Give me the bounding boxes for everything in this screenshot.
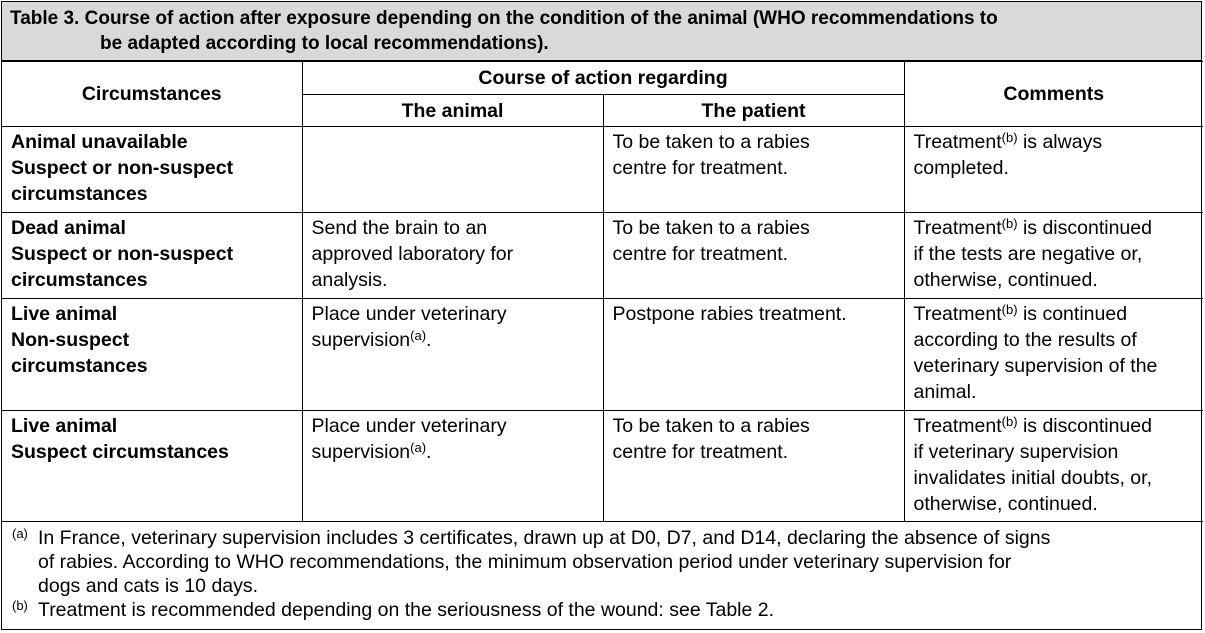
header-the-patient: The patient <box>603 95 904 127</box>
cell-patient: To be taken to a rabies centre for treatment. <box>603 411 904 522</box>
cell-animal: Place under veterinary supervision$^{(a)}$. <box>302 411 603 522</box>
table-frame <box>1 1 1202 630</box>
header-course-of-action: Course of action regarding <box>302 62 904 95</box>
cell-animal: Place under veterinary supervision$^{(a)}$. <box>302 299 603 411</box>
cell-comments: Treatment$^{(b)}$ is discontinued if the tests are negative or, otherwise, continued. <box>904 213 1203 299</box>
cell-animal: Send the brain to an approved laboratory for analysis. <box>302 213 603 299</box>
footnote-b: $^{(b)}$ Treatment is recommended depending on the seriousness of the wound: see Table 2. <box>12 598 775 621</box>
title-line-2: be adapted according to local recommendations). <box>100 33 549 54</box>
cell-circumstances: Live animal Suspect circumstances <box>2 411 302 522</box>
table-title <box>2 2 1201 61</box>
footnote-a-mark: (a) <box>12 526 28 541</box>
cell-patient: To be taken to a rabies centre for treatment. <box>603 127 904 213</box>
cell-patient: Postpone rabies treatment. <box>603 299 904 411</box>
title-line-1: Table 3. Course of action after exposure depending on the condition of the animal (WHO recommendations to <box>10 8 998 29</box>
cell-animal <box>302 127 603 213</box>
header-circumstances: Circumstances <box>2 62 302 127</box>
table-row <box>2 127 1203 213</box>
footnote-a: $^{(a)}$ In France, veterinary supervision includes 3 certificates, drawn up at D0, D7, and D14, declaring the absence of signs of rabies. According to WHO recommendations, the minimum observation period under veterinary supervision for dogs and cats is 10 days. <box>12 526 1051 597</box>
cell-comments: Treatment$^{(b)}$ is always completed. <box>904 127 1203 213</box>
footnotes <box>2 522 1201 622</box>
cell-comments: Treatment$^{(b)}$ is discontinued if veterinary supervision invalidates initial doubts, or, otherwise, continued. <box>904 411 1203 522</box>
cell-circumstances: Dead animal Suspect or non-suspect circumstances <box>2 213 302 299</box>
cell-comments: Treatment$^{(b)}$ is continued according to the results of veterinary supervision of the animal. <box>904 299 1203 411</box>
table-row <box>2 411 1203 522</box>
footnote-b-mark: (b) <box>12 598 28 613</box>
header-the-animal: The animal <box>302 95 603 127</box>
cell-circumstances: Live animal Non-suspect circumstances <box>2 299 302 411</box>
table-row <box>2 213 1203 299</box>
cell-circumstances: Animal unavailable Suspect or non-suspect circumstances <box>2 127 302 213</box>
header-comments: Comments <box>904 62 1203 127</box>
table-row <box>2 299 1203 411</box>
cell-patient: To be taken to a rabies centre for treatment. <box>603 213 904 299</box>
course-of-action-table <box>2 61 1203 522</box>
